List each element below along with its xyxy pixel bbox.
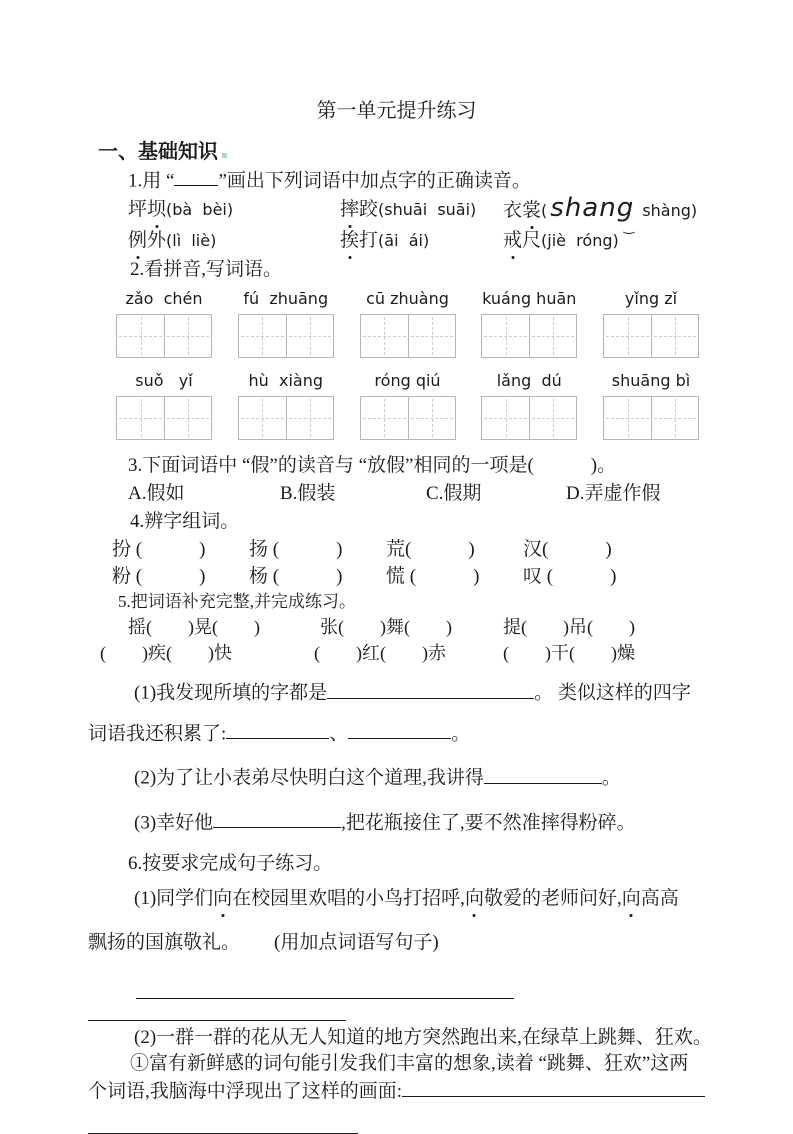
word-text: 衣 bbox=[503, 200, 523, 222]
dotted-char: 向 bbox=[213, 884, 232, 914]
pinyin-grid-group bbox=[238, 370, 334, 440]
option-d: D.弄虚作假 bbox=[566, 483, 661, 505]
word-item bbox=[340, 226, 503, 256]
hint-note: (用加点词语写句子) bbox=[274, 931, 439, 953]
q5-sub1-pre: (1)我发现所填的字都是 bbox=[134, 682, 328, 704]
answer-blank bbox=[174, 166, 218, 186]
sentence-text: 高高 bbox=[640, 887, 679, 909]
writing-grid bbox=[116, 396, 212, 440]
question-4-stem: 4.辨字组词。 bbox=[130, 511, 240, 533]
grid-cell bbox=[164, 397, 211, 439]
char-bracket-item: 慌 ( ) bbox=[386, 566, 480, 588]
q3-options-row bbox=[128, 480, 705, 508]
word-item bbox=[503, 193, 705, 236]
pinyin-grid-group bbox=[116, 370, 212, 440]
option-a: A.假如 bbox=[128, 483, 185, 505]
q1-stem-post: ”画出下列词语中加点字的正确读音。 bbox=[218, 170, 531, 192]
writing-grid bbox=[481, 314, 577, 358]
pinyin-label: shuāng bì bbox=[611, 371, 691, 391]
dotted-char: 例 bbox=[128, 226, 147, 256]
question-5-stem: 5.把词语补充完整,并完成练习。 bbox=[118, 592, 356, 612]
list-separator: 、 bbox=[329, 723, 349, 745]
pinyin-label: suǒ yǐ bbox=[135, 371, 193, 391]
answer-blank bbox=[327, 678, 534, 698]
char-bracket-item: 叹 ( ) bbox=[523, 566, 617, 588]
word-item bbox=[340, 195, 503, 226]
grid-cell bbox=[239, 397, 286, 439]
pinyin-label: róng qiú bbox=[374, 371, 441, 391]
word-text: 尺 bbox=[522, 230, 542, 252]
pinyin-grid-group bbox=[116, 288, 212, 358]
q5-sub3-line bbox=[134, 808, 705, 838]
idiom-fill-item: 张( )舞( ) bbox=[320, 617, 452, 638]
char-bracket-item: 汉( ) bbox=[523, 539, 612, 561]
grid-cell bbox=[361, 315, 408, 357]
word-item bbox=[128, 195, 340, 226]
grid-cell bbox=[529, 315, 576, 357]
answer-blank bbox=[402, 1077, 705, 1097]
answer-line bbox=[88, 1020, 346, 1021]
dotted-char: 坝 bbox=[147, 195, 166, 225]
char-bracket-item: 荒( ) bbox=[386, 539, 475, 561]
word-text: 坪 bbox=[128, 199, 148, 221]
q4-row-2 bbox=[112, 563, 705, 590]
pinyin-label: yǐng zǐ bbox=[624, 289, 678, 309]
q6-s2-sentence: (2)一群一群的花从无人知道的地方突然跑出来,在绿草上跳舞、狂欢。 bbox=[134, 1026, 712, 1048]
pinyin-options: (shuāi suāi) bbox=[378, 200, 477, 220]
dotted-char: 向 bbox=[465, 884, 484, 914]
option-b: B.假装 bbox=[280, 483, 336, 505]
pinyin-options: (āi ái) bbox=[378, 231, 430, 251]
q6-s2-sub-line2 bbox=[88, 1077, 705, 1107]
question-2-stem: 2.看拼音,写词语。 bbox=[130, 259, 283, 281]
pinyin-label: hù xiàng bbox=[248, 371, 323, 391]
grid-cell bbox=[604, 397, 651, 439]
question-3-stem: 3.下面词语中 “假”的读音与 “放假”相同的一项是( )。 bbox=[128, 455, 617, 477]
pinyin-paren: ( bbox=[541, 201, 548, 221]
grid-cell bbox=[482, 315, 529, 357]
period: 。 bbox=[451, 723, 471, 745]
pinyin-grid-group bbox=[360, 370, 456, 440]
pinyin-label: lǎng dú bbox=[496, 371, 562, 391]
grid-cell bbox=[286, 315, 333, 357]
grid-cell bbox=[651, 315, 698, 357]
dotted-char: 裳 bbox=[522, 196, 541, 226]
word-text: 外 bbox=[147, 230, 167, 252]
pinyin-grid-group bbox=[360, 288, 456, 358]
pinyin-label: kuáng huān bbox=[482, 289, 577, 309]
writing-grid bbox=[360, 396, 456, 440]
grid-cell bbox=[117, 397, 164, 439]
q1-word-row-2 bbox=[128, 226, 705, 256]
answer-blank bbox=[213, 808, 341, 828]
grid-cell bbox=[408, 315, 455, 357]
q1-stem-pre: 1.用 “ bbox=[128, 170, 175, 192]
grid-cell bbox=[361, 397, 408, 439]
word-item bbox=[128, 226, 340, 256]
dotted-char: 摔 bbox=[340, 195, 359, 225]
grid-cell bbox=[529, 397, 576, 439]
sentence-text: 在校园里欢唱的小鸟打招呼, bbox=[232, 887, 465, 909]
word-text: 跤 bbox=[359, 199, 379, 221]
idiom-fill-item: ( )疾( )快 bbox=[100, 643, 232, 664]
q5-row-1 bbox=[128, 614, 705, 640]
q6-s2-sub-line1: ①富有新鲜感的词句能引发我们丰富的想象,读着 “跳舞、狂欢”这两 bbox=[130, 1052, 689, 1074]
writing-grid bbox=[603, 396, 699, 440]
under-breve-mark: ‿ bbox=[623, 220, 635, 236]
q5-sub2-line bbox=[134, 763, 705, 793]
dotted-char: 挨 bbox=[340, 226, 359, 256]
dotted-char: 向 bbox=[622, 884, 641, 914]
char-bracket-item: 粉 ( ) bbox=[112, 566, 206, 588]
writing-grid bbox=[603, 314, 699, 358]
idiom-fill-item: 摇( )晃( ) bbox=[128, 617, 260, 638]
char-bracket-item: 扬 ( ) bbox=[249, 539, 343, 561]
writing-grid bbox=[238, 396, 334, 440]
idiom-fill-item: 提( )吊( ) bbox=[503, 617, 635, 638]
writing-grid bbox=[481, 396, 577, 440]
idiom-fill-item: ( )红( )赤 bbox=[314, 643, 446, 664]
sentence-text: 个词语,我脑海中浮现出了这样的画面: bbox=[88, 1081, 403, 1103]
sentence-text: 敬爱的老师问好, bbox=[483, 887, 622, 909]
pinyin-grid-group bbox=[603, 370, 699, 440]
q1-word-row-1 bbox=[128, 193, 705, 236]
section-heading bbox=[98, 138, 705, 166]
writing-grid bbox=[238, 314, 334, 358]
question-1-stem bbox=[128, 166, 705, 195]
pinyin-options: (bà bèi) bbox=[166, 200, 234, 220]
grid-cell bbox=[604, 315, 651, 357]
handwritten-shang bbox=[547, 193, 637, 236]
q5-sub3-pre: (3)幸好他 bbox=[134, 811, 214, 833]
pinyin-options: (jiè róng) bbox=[541, 231, 619, 251]
answer-line bbox=[136, 998, 514, 999]
q6-s1-line2 bbox=[88, 928, 705, 958]
answer-blank bbox=[226, 719, 329, 739]
grid-cell bbox=[651, 397, 698, 439]
option-c: C.假期 bbox=[426, 483, 482, 505]
pinyin-grid-row-2 bbox=[116, 370, 699, 440]
page-title: 第一单元提升练习 bbox=[316, 100, 477, 122]
pinyin-options: shàng) bbox=[637, 201, 698, 221]
question-6-stem: 6.按要求完成句子练习。 bbox=[128, 852, 333, 874]
sentence-text: (1)同学们 bbox=[134, 887, 214, 909]
char-bracket-item: 扮 ( ) bbox=[112, 539, 206, 561]
pinyin-grid-group bbox=[481, 370, 577, 440]
pinyin-options: (lì liè) bbox=[166, 231, 217, 251]
pinyin-label: cū zhuàng bbox=[366, 289, 449, 309]
q4-row-1 bbox=[112, 536, 705, 563]
answer-blank bbox=[484, 763, 602, 783]
word-text: 打 bbox=[359, 230, 379, 252]
pinyin-grid-group bbox=[481, 288, 577, 358]
grid-cell bbox=[117, 315, 164, 357]
char-bracket-item: 杨 ( ) bbox=[249, 566, 343, 588]
q5-row-2 bbox=[100, 640, 705, 666]
grid-cell bbox=[286, 397, 333, 439]
idiom-fill-item: ( )干( )燥 bbox=[503, 643, 635, 664]
answer-blank bbox=[348, 719, 451, 739]
grid-cell bbox=[482, 397, 529, 439]
q5-sub3-post: ,把花瓶接住了,要不然准摔得粉碎。 bbox=[341, 811, 636, 833]
writing-grid bbox=[116, 314, 212, 358]
q5-sub2-pre: (2)为了让小表弟尽快明白这个道理,我讲得 bbox=[134, 767, 484, 789]
pinyin-label: zǎo chén bbox=[125, 289, 203, 309]
q5-sub1-line2 bbox=[88, 719, 705, 749]
sentence-text: 飘扬的国旗敬礼。 bbox=[88, 931, 241, 953]
grid-cell bbox=[164, 315, 211, 357]
q6-s1-line1 bbox=[134, 884, 705, 914]
q5-sub1-line2-text: 词语我还积累了: bbox=[88, 723, 227, 745]
pinyin-grid-group bbox=[238, 288, 334, 358]
word-item bbox=[503, 226, 705, 256]
grid-cell bbox=[408, 397, 455, 439]
writing-grid bbox=[360, 314, 456, 358]
period: 。 bbox=[601, 767, 621, 789]
q5-sub1-mid: 。 类似这样的四字 bbox=[534, 682, 691, 704]
section-heading-text: 一、基础知识 bbox=[98, 141, 218, 163]
pinyin-grid-group bbox=[603, 288, 699, 358]
handwritten-shang-text: shang bbox=[550, 193, 635, 224]
dotted-char: 戒 bbox=[503, 226, 522, 256]
grid-cell bbox=[239, 315, 286, 357]
q5-sub1-line1 bbox=[134, 678, 705, 708]
pinyin-label: fú zhuāng bbox=[243, 289, 329, 309]
teal-dot-mark bbox=[222, 153, 227, 158]
pinyin-grid-row-1 bbox=[116, 288, 699, 358]
